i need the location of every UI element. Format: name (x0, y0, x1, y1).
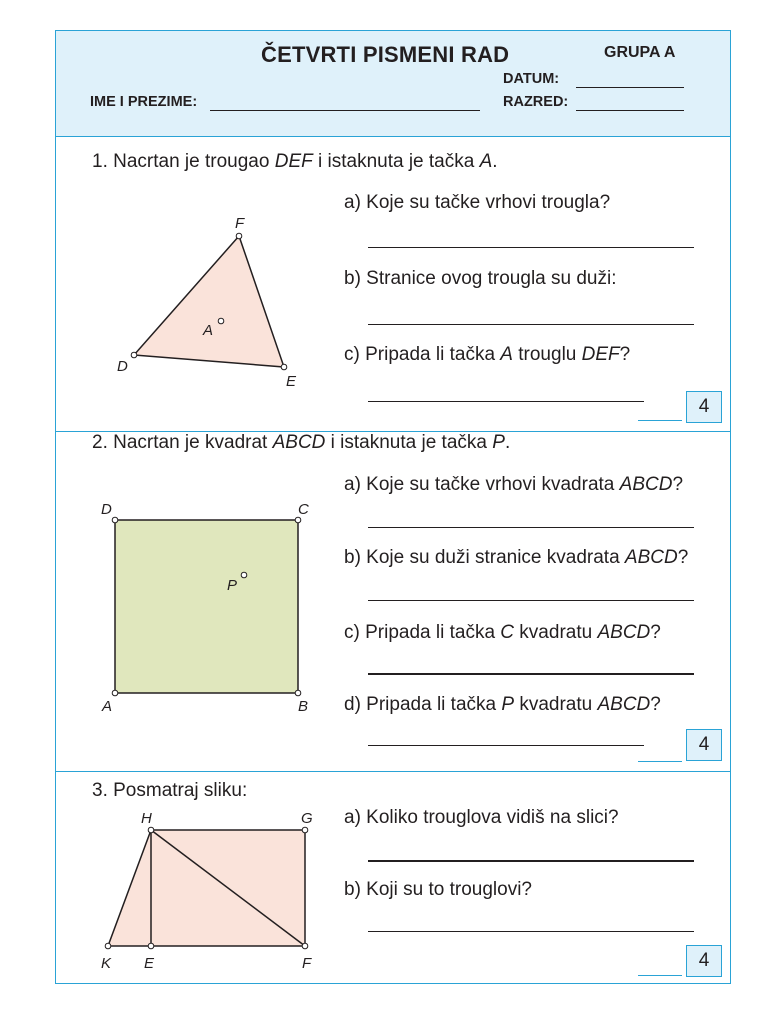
answer-2b-line[interactable] (368, 600, 694, 601)
exam-sheet (55, 30, 731, 984)
score-1-field[interactable] (638, 420, 682, 421)
question-3-title: 3. Posmatraj sliku: (92, 780, 248, 801)
vertex-d-point (112, 517, 118, 523)
point-a (218, 318, 224, 324)
label-b: B (298, 698, 309, 715)
max-score-2-box: 4 (686, 729, 722, 761)
question-3b-text: b) Koji su to trouglovi? (344, 879, 532, 900)
question-2b-text: b) Koje su duži stranice kvadrata ABCD? (344, 547, 689, 568)
question-2 (56, 432, 730, 772)
answer-1a-line[interactable] (368, 247, 694, 248)
label-d: D (101, 501, 112, 518)
max-score-3-box: 4 (686, 945, 722, 977)
answer-1c-line[interactable] (368, 401, 644, 402)
question-1b-text: b) Stranice ovog trougla su duži: (344, 268, 617, 289)
triangle-def (134, 236, 284, 367)
label-c: C (298, 501, 309, 518)
group-label: GRUPA A (604, 44, 676, 61)
figure-fill (108, 830, 305, 946)
question-1-title: 1. Nacrtan je trougao DEF i istaknuta je tačka A. (92, 151, 498, 172)
question-1a-text: a) Koje su tačke vrhovi trougla? (344, 192, 611, 213)
label-e: E (144, 955, 155, 972)
date-field[interactable] (576, 87, 684, 88)
answer-2c-line[interactable] (368, 673, 694, 675)
label-h: H (141, 810, 152, 827)
question-2d-text: d) Pripada li tačka P kvadratu ABCD? (344, 694, 661, 715)
vertex-f-point (302, 943, 308, 949)
label-k: K (101, 955, 112, 972)
question-3 (56, 772, 730, 983)
score-3-field[interactable] (638, 975, 682, 976)
square-abcd (115, 520, 298, 693)
label-f: F (302, 955, 312, 972)
vertex-c-point (295, 517, 301, 523)
vertex-b-point (295, 690, 301, 696)
answer-2a-line[interactable] (368, 527, 694, 528)
vertex-e-point (281, 364, 287, 370)
label-e: E (286, 373, 297, 390)
date-label: DATUM: (503, 71, 560, 87)
answer-2d-line[interactable] (368, 745, 644, 746)
label-p: P (227, 577, 238, 594)
vertex-f-point (236, 233, 242, 239)
question-1 (56, 137, 730, 432)
score-2-field[interactable] (638, 761, 682, 762)
vertex-d-point (131, 352, 137, 358)
vertex-h-point (148, 827, 154, 833)
composite-figure (56, 772, 336, 983)
exam-header (56, 31, 730, 137)
answer-3a-line[interactable] (368, 860, 694, 862)
question-3a-text: a) Koliko trouglova vidiš na slici? (344, 807, 619, 828)
label-g: G (301, 810, 313, 827)
vertex-e-point (148, 943, 154, 949)
max-score-1-box: 4 (686, 391, 722, 423)
vertex-g-point (302, 827, 308, 833)
answer-1b-line[interactable] (368, 324, 694, 325)
answer-3b-line[interactable] (368, 931, 694, 932)
vertex-k-point (105, 943, 111, 949)
question-2-title: 2. Nacrtan je kvadrat ABCD i istaknuta je tačka P. (92, 432, 511, 453)
question-1c-text: c) Pripada li tačka A trouglu DEF? (344, 344, 631, 365)
triangle-def-figure (56, 137, 336, 432)
label-a: A (102, 698, 113, 715)
square-abcd-figure (56, 432, 336, 772)
class-label: RAZRED: (503, 94, 569, 110)
question-2c-text: c) Pripada li tačka C kvadratu ABCD? (344, 622, 661, 643)
name-field[interactable] (210, 110, 480, 111)
label-f: F (235, 215, 245, 232)
point-p (241, 572, 247, 578)
exam-title: ČETVRTI PISMENI RAD (261, 42, 510, 67)
label-d: D (117, 358, 128, 375)
name-label: IME I PREZIME: (90, 94, 198, 110)
vertex-a-point (112, 690, 118, 696)
class-field[interactable] (576, 110, 684, 111)
label-a: A (203, 322, 214, 339)
question-2a-text: a) Koje su tačke vrhovi kvadrata ABCD? (344, 474, 684, 495)
